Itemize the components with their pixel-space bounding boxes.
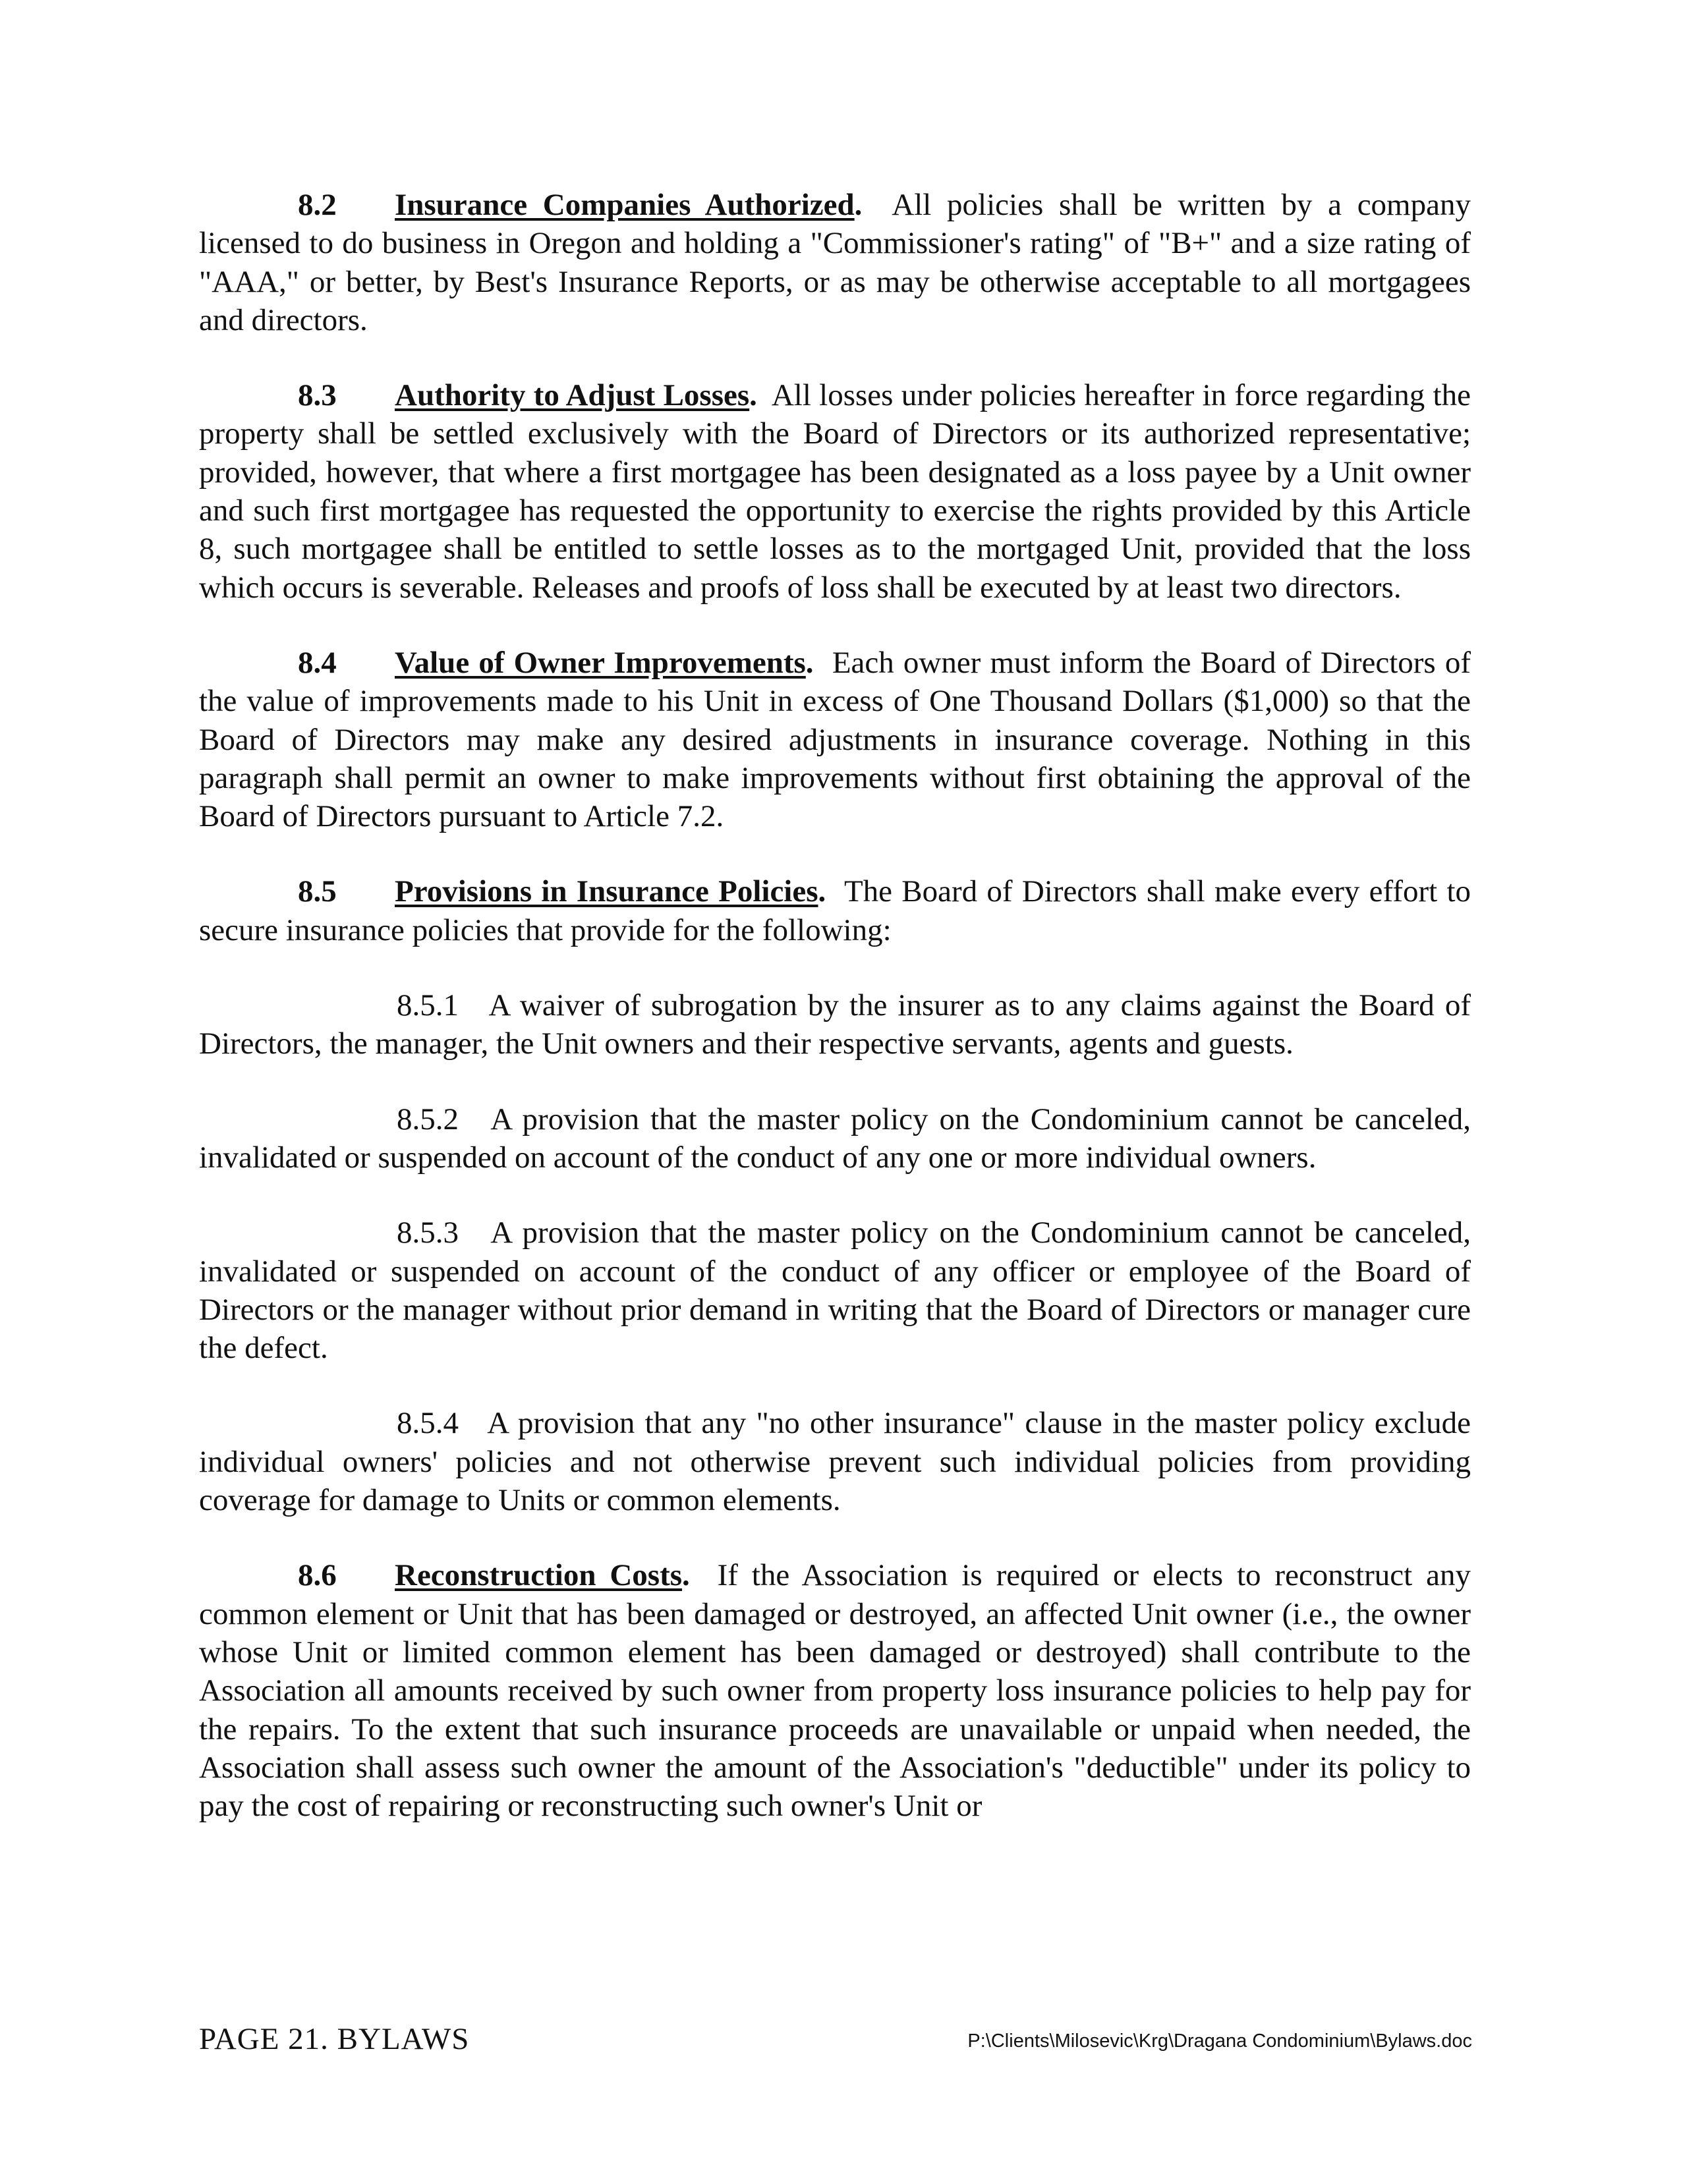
- section-number: 8.3: [298, 378, 337, 413]
- subsection-8-5-2: [199, 1100, 1471, 1177]
- section-number: 8.6: [298, 1558, 337, 1593]
- section-8-3: 8.3 Authority to Adjust Losses. All losses under policies hereafter in force regarding the property shall be settled exclusively with the Board of Directors or its authorized representative; provided, however, that where a first mortgagee has been designated as a loss payee by a Unit owner and such first mortgagee has requested the opportunity to exercise the rights provided by this Article 8, such mortgagee shall be entitled to settle losses as to the mortgaged Unit, provided that the loss which occurs is severable. Releases and proofs of loss shall be executed by at least two directors.: [199, 376, 1471, 607]
- section-number: 8.4: [298, 645, 337, 680]
- section-title: Insurance Companies Authorized: [395, 188, 855, 222]
- section-text: All losses under policies hereafter in force regarding the property shall be settled exclusively with the Board of Directors or its authorized representative; provided, however, that where a first mortgagee has been designated as a loss payee by a Unit owner and such first mortgagee has requested the opportunity to exercise the rights provided by this Article 8, such mortgagee shall be entitled to settle losses as to the mortgaged Unit, provided that the loss which occurs is severable. Releases and proofs of loss shall be executed by at least two directors.: [199, 378, 1471, 605]
- subsection-8-5-4: [199, 1404, 1471, 1519]
- subsection-number: 8.5.3: [397, 1216, 459, 1250]
- section-number: 8.2: [298, 188, 337, 222]
- section-8-6: 8.6 Reconstruction Costs. If the Association is required or elects to reconstruct any common element or Unit that has been damaged or destroyed, an affected Unit owner (i.e., the owner whose Unit or limited common element has been damaged or destroyed) shall contribute to the Association all amounts received by such owner from property loss insurance policies to help pay for the repairs. To the extent that such insurance proceeds are unavailable or unpaid when needed, the Association shall assess such owner the amount of the Association's "deductible" under its policy to pay the cost of repairing or reconstructing such owner's Unit or: [199, 1556, 1471, 1825]
- section-title: Value of Owner Improvements: [395, 645, 806, 680]
- subsection-number: 8.5.4: [397, 1406, 459, 1441]
- section-title: Provisions in Insurance Policies: [395, 874, 818, 909]
- document-body: [199, 186, 1471, 1862]
- page-footer-label: PAGE 21. BYLAWS: [199, 2022, 470, 2056]
- subsection-8-5-3: [199, 1214, 1471, 1367]
- subsection-text: A provision that any "no other insurance" clause in the master policy exclude individual owners' policies and not otherwise prevent such individual policies from providing coverage for damage to Units or common elements.: [199, 1406, 1471, 1518]
- section-8-5: 8.5 Provisions in Insurance Policies. The Board of Directors shall make every effort to secure insurance policies that provide for the following:: [199, 872, 1471, 949]
- page-footer-file-path: P:\Clients\Milosevic\Krg\Dragana Condominium\Bylaws.doc: [967, 2030, 1472, 2052]
- section-8-2: 8.2 Insurance Companies Authorized. All policies shall be written by a company licensed to do business in Oregon and holding a "Commissioner's rating" of "B+" and a size rating of "AAA," or better, by Best's Insurance Reports, or as may be otherwise acceptable to all mortgagees and directors.: [199, 186, 1471, 339]
- subsection-text: A provision that the master policy on the Condominium cannot be canceled, invalidated or suspended on account of the conduct of any officer or employee of the Board of Directors or the manager without prior demand in writing that the Board of Directors or manager cure the defect.: [199, 1216, 1471, 1366]
- section-8-4: 8.4 Value of Owner Improvements. Each owner must inform the Board of Directors of the value of improvements made to his Unit in excess of One Thousand Dollars ($1,000) so that the Board of Directors may make any desired adjustments in insurance coverage. Nothing in this paragraph shall permit an owner to make improvements without first obtaining the approval of the Board of Directors pursuant to Article 7.2.: [199, 644, 1471, 835]
- subsection-text: A provision that the master policy on the Condominium cannot be canceled, invalidated or suspended on account of the conduct of any one or more individual owners.: [199, 1102, 1471, 1175]
- section-text: The Board of Directors shall make every effort to secure insurance policies that provide for the following:: [199, 874, 1471, 947]
- section-number: 8.5: [298, 874, 337, 909]
- section-title: Reconstruction Costs: [395, 1558, 683, 1593]
- subsection-number: 8.5.2: [397, 1102, 459, 1136]
- subsection-8-5-1: [199, 986, 1471, 1063]
- section-text: All policies shall be written by a company licensed to do business in Oregon and holding a "Commissioner's rating" of "B+" and a size rating of "AAA," or better, by Best's Insurance Reports, or as may be otherwise acceptable to all mortgagees and directors.: [199, 188, 1471, 337]
- section-title: Authority to Adjust Losses: [395, 378, 750, 413]
- section-text: If the Association is required or elects to reconstruct any common element or Unit that has been damaged or destroyed, an affected Unit owner (i.e., the owner whose Unit or limited common element has been damaged or destroyed) shall contribute to the Association all amounts received by such owner from property loss insurance policies to help pay for the repairs. To the extent that such insurance proceeds are unavailable or unpaid when needed, the Association shall assess such owner the amount of the Association's "deductible" under its policy to pay the cost of repairing or reconstructing such owner's Unit or: [199, 1558, 1471, 1824]
- subsection-number: 8.5.1: [397, 988, 459, 1023]
- section-text: Each owner must inform the Board of Directors of the value of improvements made to his Unit in excess of One Thousand Dollars ($1,000) so that the Board of Directors may make any desired adjustments in insurance coverage. Nothing in this paragraph shall permit an owner to make improvements without first obtaining the approval of the Board of Directors pursuant to Article 7.2.: [199, 645, 1471, 834]
- subsection-text: A waiver of subrogation by the insurer as to any claims against the Board of Directors, the manager, the Unit owners and their respective servants, agents and guests.: [199, 988, 1471, 1061]
